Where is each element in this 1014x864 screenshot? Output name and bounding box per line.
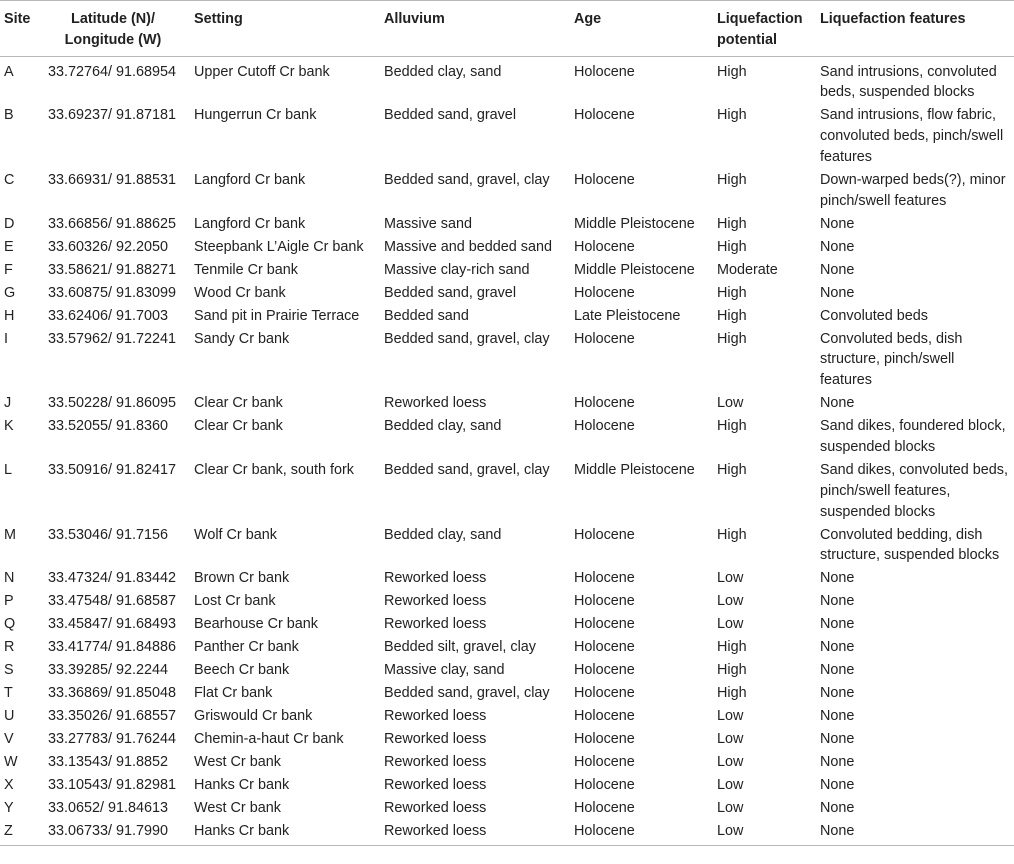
cell-setting: West Cr bank — [194, 800, 281, 817]
cell-liquefaction-features: Convoluted beds, dish structure, pinch/swell features — [820, 330, 963, 389]
cell-liquefaction-features: None — [820, 395, 855, 412]
cell-liquefaction-potential: High — [717, 215, 747, 232]
cell-liquefaction-features: None — [820, 662, 855, 679]
table-row — [0, 236, 1014, 259]
cell-age: Late Pleistocene — [574, 307, 681, 324]
header-alluvium: Alluvium — [378, 1, 568, 57]
cell-site: N — [4, 570, 15, 587]
cell-setting: Sand pit in Prairie Terrace — [194, 307, 360, 324]
cell-setting: Flat Cr bank — [194, 685, 273, 702]
cell-age: Holocene — [574, 107, 635, 124]
table-row — [0, 328, 1014, 393]
cell-latitude-longitude: 33.57962/ 91.72241 — [48, 330, 177, 347]
cell-age: Holocene — [574, 731, 635, 748]
table-row — [0, 169, 1014, 213]
cell-latitude-longitude: 33.13543/ 91.8852 — [48, 754, 169, 771]
cell-site: V — [4, 731, 14, 748]
table-row — [0, 774, 1014, 797]
cell-site: R — [4, 639, 15, 656]
cell-alluvium: Reworked loess — [384, 593, 487, 610]
table-row — [0, 659, 1014, 682]
cell-liquefaction-features: None — [820, 823, 855, 840]
table-row — [0, 213, 1014, 236]
cell-liquefaction-potential: Low — [717, 731, 744, 748]
cell-latitude-longitude: 33.72764/ 91.68954 — [48, 63, 177, 80]
cell-alluvium: Reworked loess — [384, 616, 487, 633]
cell-alluvium: Bedded sand, gravel, clay — [384, 685, 550, 702]
cell-setting: Lost Cr bank — [194, 593, 276, 610]
cell-age: Holocene — [574, 284, 635, 301]
cell-latitude-longitude: 33.41774/ 91.84886 — [48, 639, 177, 656]
cell-site: W — [4, 754, 18, 771]
cell-age: Holocene — [574, 526, 635, 543]
cell-setting: Langford Cr bank — [194, 171, 306, 188]
table-row — [0, 415, 1014, 459]
cell-liquefaction-features: Convoluted bedding, dish structure, suspended blocks — [820, 526, 1000, 564]
cell-liquefaction-potential: High — [717, 662, 747, 679]
cell-liquefaction-features: Convoluted beds — [820, 307, 929, 324]
cell-setting: Clear Cr bank — [194, 395, 283, 412]
table-row — [0, 590, 1014, 613]
table-row — [0, 567, 1014, 590]
cell-liquefaction-features: None — [820, 800, 855, 817]
table-row — [0, 392, 1014, 415]
cell-latitude-longitude: 33.53046/ 91.7156 — [48, 526, 169, 543]
cell-alluvium: Reworked loess — [384, 708, 487, 725]
table-row — [0, 459, 1014, 524]
cell-liquefaction-features: None — [820, 731, 855, 748]
cell-latitude-longitude: 33.52055/ 91.8360 — [48, 418, 169, 435]
cell-site: M — [4, 526, 16, 543]
cell-site: A — [4, 63, 14, 80]
table-row — [0, 305, 1014, 328]
cell-site: C — [4, 171, 15, 188]
cell-alluvium: Reworked loess — [384, 777, 487, 794]
cell-site: Q — [4, 616, 16, 633]
cell-alluvium: Reworked loess — [384, 731, 487, 748]
cell-site: L — [4, 462, 13, 478]
cell-age: Middle Pleistocene — [574, 261, 695, 278]
cell-latitude-longitude: 33.10543/ 91.82981 — [48, 777, 177, 794]
cell-age: Holocene — [574, 639, 635, 656]
cell-liquefaction-features: None — [820, 754, 855, 771]
cell-alluvium: Reworked loess — [384, 754, 487, 771]
cell-latitude-longitude: 33.66931/ 91.88531 — [48, 171, 177, 188]
cell-liquefaction-features: None — [820, 708, 855, 725]
cell-site: B — [4, 107, 14, 124]
cell-site: J — [4, 395, 12, 412]
cell-alluvium: Reworked loess — [384, 395, 487, 412]
cell-liquefaction-potential: High — [717, 171, 747, 188]
table-row — [0, 523, 1014, 567]
header-age: Age — [568, 1, 711, 57]
cell-latitude-longitude: 33.39285/ 92.2244 — [48, 662, 169, 679]
cell-setting: Bearhouse Cr bank — [194, 616, 318, 633]
cell-setting: Upper Cutoff Cr bank — [194, 63, 330, 80]
table-row — [0, 751, 1014, 774]
cell-age: Holocene — [574, 708, 635, 725]
cell-site: D — [4, 215, 15, 232]
cell-setting: West Cr bank — [194, 754, 281, 771]
cell-age: Holocene — [574, 777, 635, 794]
cell-latitude-longitude: 33.62406/ 91.7003 — [48, 307, 169, 324]
cell-setting: Chemin-a-haut Cr bank — [194, 731, 344, 748]
cell-liquefaction-potential: Moderate — [717, 261, 778, 278]
header-row — [0, 1, 1014, 57]
table-row — [0, 259, 1014, 282]
cell-setting: Beech Cr bank — [194, 662, 290, 679]
cell-age: Holocene — [574, 593, 635, 610]
cell-liquefaction-potential: High — [717, 284, 747, 301]
cell-latitude-longitude: 33.66856/ 91.88625 — [48, 215, 177, 232]
cell-latitude-longitude: 33.69237/ 91.87181 — [48, 107, 177, 124]
table-row — [0, 56, 1014, 104]
cell-setting: Hanks Cr bank — [194, 777, 290, 794]
cell-setting: Brown Cr bank — [194, 570, 290, 587]
header-liquefaction-potential: Liquefaction potential — [711, 1, 814, 57]
cell-setting: Langford Cr bank — [194, 215, 306, 232]
cell-liquefaction-features: Sand intrusions, convoluted beds, suspended blocks — [820, 63, 997, 101]
cell-age: Holocene — [574, 570, 635, 587]
cell-site: S — [4, 662, 14, 679]
cell-site: E — [4, 238, 14, 255]
cell-setting: Clear Cr bank, south fork — [194, 462, 354, 478]
cell-setting: Clear Cr bank — [194, 418, 283, 435]
cell-liquefaction-features: Sand dikes, foundered block, suspended blocks — [820, 418, 1006, 456]
cell-age: Holocene — [574, 238, 635, 255]
cell-age: Holocene — [574, 63, 635, 80]
table-row — [0, 797, 1014, 820]
cell-liquefaction-potential: Low — [717, 754, 744, 771]
cell-alluvium: Bedded sand, gravel, clay — [384, 462, 550, 478]
table-header — [0, 1, 1014, 57]
cell-alluvium: Bedded sand — [384, 307, 469, 324]
cell-latitude-longitude: 33.60326/ 92.2050 — [48, 238, 169, 255]
cell-site: T — [4, 685, 13, 702]
cell-liquefaction-potential: Low — [717, 708, 744, 725]
header-latitude-longitude: Latitude (N)/ Longitude (W) — [38, 1, 188, 57]
cell-age: Holocene — [574, 171, 635, 188]
table-row — [0, 104, 1014, 169]
cell-site: P — [4, 593, 14, 610]
cell-alluvium: Bedded sand, gravel — [384, 284, 517, 301]
cell-liquefaction-features: None — [820, 570, 855, 587]
cell-liquefaction-potential: Low — [717, 777, 744, 794]
cell-alluvium: Massive and bedded sand — [384, 238, 553, 255]
cell-alluvium: Bedded clay, sand — [384, 526, 502, 543]
cell-liquefaction-features: None — [820, 238, 855, 255]
cell-latitude-longitude: 33.50228/ 91.86095 — [48, 395, 177, 412]
cell-liquefaction-potential: Low — [717, 395, 744, 412]
cell-alluvium: Reworked loess — [384, 823, 487, 840]
cell-liquefaction-features: None — [820, 261, 855, 278]
cell-liquefaction-potential: High — [717, 107, 747, 124]
cell-age: Holocene — [574, 685, 635, 702]
cell-liquefaction-potential: Low — [717, 616, 744, 633]
cell-age: Holocene — [574, 395, 635, 412]
cell-age: Middle Pleistocene — [574, 462, 695, 478]
cell-latitude-longitude: 33.06733/ 91.7990 — [48, 823, 169, 840]
cell-site: F — [4, 261, 13, 278]
cell-liquefaction-potential: High — [717, 63, 747, 80]
cell-latitude-longitude: 33.47324/ 91.83442 — [48, 570, 177, 587]
cell-liquefaction-features: None — [820, 284, 855, 301]
cell-liquefaction-features: Sand intrusions, flow fabric, convoluted beds, pinch/swell features — [820, 107, 1004, 165]
cell-alluvium: Massive clay, sand — [384, 662, 505, 679]
cell-site: U — [4, 708, 15, 725]
cell-latitude-longitude: 33.36869/ 91.85048 — [48, 685, 177, 702]
cell-liquefaction-features: None — [820, 685, 855, 702]
table-row — [0, 613, 1014, 636]
cell-age: Holocene — [574, 754, 635, 771]
table-row — [0, 682, 1014, 705]
cell-liquefaction-features: Sand dikes, convoluted beds, pinch/swell features, suspended blocks — [820, 462, 1009, 520]
cell-age: Holocene — [574, 800, 635, 817]
cell-liquefaction-potential: High — [717, 307, 747, 324]
cell-setting: Wood Cr bank — [194, 284, 286, 301]
table-body — [0, 56, 1014, 845]
cell-liquefaction-potential: High — [717, 526, 747, 543]
cell-latitude-longitude: 33.47548/ 91.68587 — [48, 593, 177, 610]
cell-liquefaction-potential: Low — [717, 800, 744, 817]
cell-site: H — [4, 307, 15, 324]
cell-latitude-longitude: 33.50916/ 91.82417 — [48, 462, 177, 478]
cell-alluvium: Massive sand — [384, 215, 472, 232]
cell-alluvium: Bedded sand, gravel — [384, 107, 517, 124]
cell-setting: Hungerrun Cr bank — [194, 107, 317, 124]
cell-alluvium: Reworked loess — [384, 570, 487, 587]
cell-alluvium: Bedded clay, sand — [384, 418, 502, 435]
header-setting: Setting — [188, 1, 378, 57]
cell-liquefaction-potential: Low — [717, 593, 744, 610]
cell-liquefaction-potential: Low — [717, 823, 744, 840]
cell-setting: Panther Cr bank — [194, 639, 299, 656]
cell-liquefaction-potential: High — [717, 639, 747, 656]
cell-alluvium: Bedded sand, gravel, clay — [384, 171, 550, 188]
cell-age: Holocene — [574, 616, 635, 633]
cell-liquefaction-potential: High — [717, 330, 747, 347]
cell-liquefaction-features: None — [820, 639, 855, 656]
cell-liquefaction-features: Down-warped beds(?), minor pinch/swell features — [820, 171, 1006, 209]
cell-latitude-longitude: 33.0652/ 91.84613 — [48, 800, 169, 817]
table-row — [0, 636, 1014, 659]
cell-alluvium: Bedded clay, sand — [384, 63, 502, 80]
cell-age: Holocene — [574, 823, 635, 840]
cell-age: Holocene — [574, 662, 635, 679]
cell-site: Y — [4, 800, 14, 817]
cell-setting: Griswould Cr bank — [194, 708, 313, 725]
cell-latitude-longitude: 33.27783/ 91.76244 — [48, 731, 177, 748]
header-liquefaction-features: Liquefaction features — [814, 1, 1014, 57]
cell-site: G — [4, 284, 16, 301]
cell-site: X — [4, 777, 14, 794]
cell-latitude-longitude: 33.35026/ 91.68557 — [48, 708, 177, 725]
table-row — [0, 820, 1014, 845]
cell-alluvium: Reworked loess — [384, 800, 487, 817]
cell-liquefaction-features: None — [820, 616, 855, 633]
cell-alluvium: Massive clay-rich sand — [384, 261, 530, 278]
cell-liquefaction-potential: High — [717, 418, 747, 435]
header-site: Site — [0, 1, 38, 57]
table-row — [0, 728, 1014, 751]
cell-setting: Sandy Cr bank — [194, 330, 290, 347]
cell-site: Z — [4, 823, 13, 840]
cell-age: Middle Pleistocene — [574, 215, 695, 232]
cell-latitude-longitude: 33.45847/ 91.68493 — [48, 616, 177, 633]
cell-liquefaction-potential: High — [717, 685, 747, 702]
cell-setting: Wolf Cr bank — [194, 526, 277, 543]
table-row — [0, 705, 1014, 728]
cell-liquefaction-features: None — [820, 215, 855, 232]
cell-setting: Tenmile Cr bank — [194, 261, 298, 278]
cell-site: I — [4, 330, 8, 347]
cell-alluvium: Bedded silt, gravel, clay — [384, 639, 536, 656]
cell-age: Holocene — [574, 418, 635, 435]
cell-liquefaction-features: None — [820, 777, 855, 794]
cell-liquefaction-potential: Low — [717, 570, 744, 587]
cell-age: Holocene — [574, 330, 635, 347]
cell-alluvium: Bedded sand, gravel, clay — [384, 330, 550, 347]
cell-liquefaction-potential: High — [717, 238, 747, 255]
cell-latitude-longitude: 33.60875/ 91.83099 — [48, 284, 177, 301]
cell-liquefaction-potential: High — [717, 462, 747, 478]
cell-liquefaction-features: None — [820, 593, 855, 610]
cell-latitude-longitude: 33.58621/ 91.88271 — [48, 261, 177, 278]
cell-setting: Hanks Cr bank — [194, 823, 290, 840]
cell-site: K — [4, 418, 14, 435]
table-row — [0, 282, 1014, 305]
cell-setting: Steepbank L’Aigle Cr bank — [194, 238, 364, 255]
